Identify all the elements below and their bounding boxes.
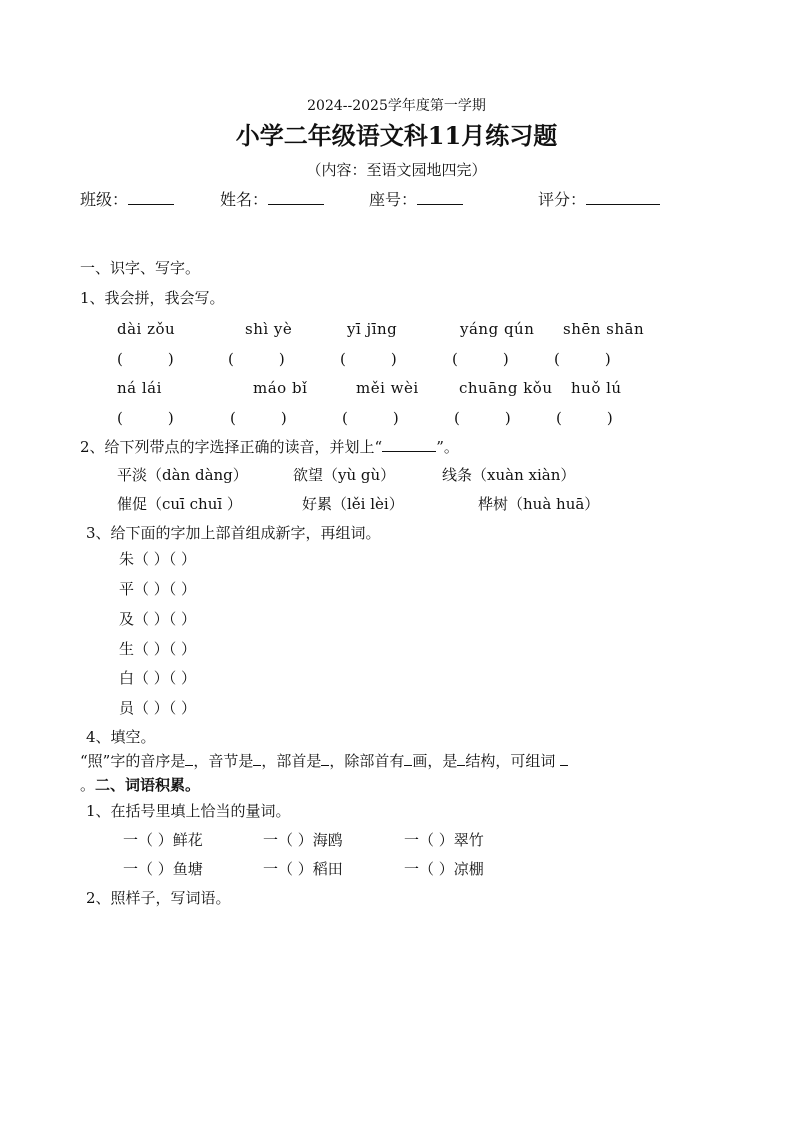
section2-heading: 二、词语积累。 — [95, 776, 201, 794]
measure-word-item[interactable]: 一（ ）鲜花 — [123, 831, 203, 849]
reading-choice[interactable]: 桦树（huà huā） — [478, 495, 600, 513]
q4-title: 4、填空。 — [86, 728, 156, 746]
pinyin-item: dài zǒu — [117, 320, 176, 338]
reading-choice[interactable]: 好累（lěi lèi） — [302, 495, 404, 513]
answer-paren[interactable]: ( ) — [117, 409, 174, 427]
pinyin-item: ná lái — [117, 379, 162, 397]
reading-choice[interactable]: 欲望（yù gù） — [293, 466, 396, 484]
radical-row: 朱（ ）（ ） — [119, 550, 197, 568]
measure-word-item[interactable]: 一（ ）稻田 — [263, 860, 343, 878]
section1-heading: 一、识字、写字。 — [80, 259, 201, 277]
measure-word-item[interactable]: 一（ ）鱼塘 — [123, 860, 203, 878]
radical-row: 白（ ）（ ） — [119, 669, 197, 687]
q2-title: 2、给下列带点的字选择正确的读音，并划上“ ”。 — [80, 438, 459, 456]
name-blank[interactable] — [268, 190, 324, 205]
reading-choice[interactable]: 平淡（dàn dàng） — [117, 466, 248, 484]
fill-sentence: “照”字的音序是 ，音节是 ，部首是 ，除部首有 画，是 结构，可组词 — [80, 751, 568, 771]
radical-row: 及（ ）（ ） — [119, 610, 197, 628]
answer-paren[interactable]: ( ) — [340, 350, 397, 368]
radical-slots[interactable]: （ ）（ ） — [134, 669, 197, 687]
class-field: 班级： — [80, 190, 128, 210]
reading-choice[interactable]: 催促（cuī chuī ） — [117, 495, 242, 513]
answer-paren[interactable]: ( ) — [454, 409, 511, 427]
seat-blank[interactable] — [417, 190, 463, 205]
class-blank[interactable] — [128, 190, 174, 205]
pinyin-item: huǒ lú — [571, 379, 622, 397]
name-field: 姓名： — [220, 190, 268, 210]
q3-title: 3、给下面的字加上部首组成新字，再组词。 — [86, 524, 381, 542]
pinyin-item: shì yè — [245, 320, 293, 338]
radical-row: 生（ ）（ ） — [119, 640, 197, 658]
radical-row: 平（ ）（ ） — [119, 580, 197, 598]
pinyin-item: shēn shān — [563, 320, 645, 338]
answer-paren[interactable]: ( ) — [117, 350, 174, 368]
s2-q1-title: 1、在括号里填上恰当的量词。 — [86, 802, 291, 820]
measure-word-item[interactable]: 一（ ）海鸥 — [263, 831, 343, 849]
radical-slots[interactable]: （ ）（ ） — [134, 580, 197, 598]
pinyin-item: máo bǐ — [253, 379, 308, 397]
score-field: 评分： — [538, 190, 586, 210]
answer-paren[interactable]: ( ) — [230, 409, 287, 427]
pinyin-item: měi wèi — [356, 379, 419, 397]
answer-paren[interactable]: ( ) — [554, 350, 611, 368]
reading-choice[interactable]: 线条（xuàn xiàn） — [442, 466, 576, 484]
measure-word-item[interactable]: 一（ ）翠竹 — [404, 831, 484, 849]
fill-blank[interactable] — [560, 751, 568, 766]
school-year: 2024--2025学年度第一学期 — [307, 98, 486, 114]
answer-paren[interactable]: ( ) — [452, 350, 509, 368]
radical-slots[interactable]: （ ）（ ） — [134, 610, 197, 628]
section2-heading-row: 。二、词语积累。 — [80, 776, 201, 794]
q1-title: 1、我会拼，我会写。 — [80, 289, 225, 307]
page-title: 小学二年级语文科11月练习题 — [235, 121, 558, 150]
radical-row: 员（ ）（ ） — [119, 699, 197, 717]
score-blank[interactable] — [586, 190, 660, 205]
s2-q2-title: 2、照样子，写词语。 — [86, 889, 231, 907]
measure-word-item[interactable]: 一（ ）凉棚 — [404, 860, 484, 878]
radical-slots[interactable]: （ ）（ ） — [134, 550, 197, 568]
underline-sample — [382, 437, 436, 452]
answer-paren[interactable]: ( ) — [556, 409, 613, 427]
pinyin-item: yī jīng — [347, 320, 398, 338]
radical-slots[interactable]: （ ）（ ） — [134, 699, 197, 717]
radical-slots[interactable]: （ ）（ ） — [134, 640, 197, 658]
pinyin-item: yáng qún — [460, 320, 535, 338]
answer-paren[interactable]: ( ) — [342, 409, 399, 427]
answer-paren[interactable]: ( ) — [228, 350, 285, 368]
page-subtitle: （内容：至语文园地四完） — [306, 161, 487, 179]
seat-field: 座号： — [369, 190, 417, 210]
pinyin-item: chuāng kǒu — [459, 379, 553, 397]
